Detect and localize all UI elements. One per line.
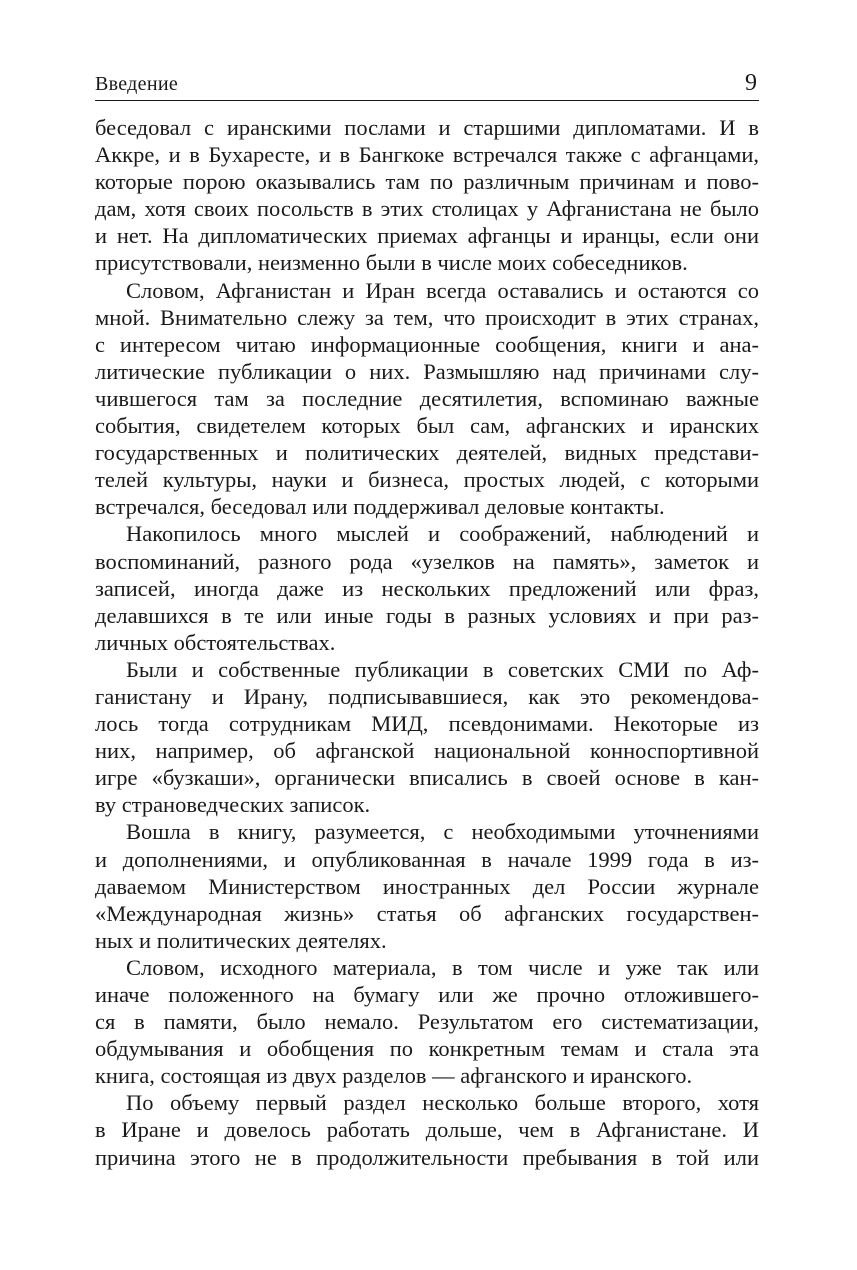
paragraph (95, 818, 759, 953)
text-line: чившегося там за последние десятилетия, вспоминаю важные (95, 385, 759, 411)
text-line: книга, состоящая из двух разделов — афганского и иранского. (95, 1063, 693, 1089)
text-line: телей культуры, науки и бизнеса, простых людей, с которыми (95, 467, 759, 493)
text-line: лось тогда сотрудникам МИД, псевдонимами. Некоторые из (95, 711, 759, 737)
text-line: них, например, об афганской национальной конноспортивной (95, 738, 759, 764)
text-line: Накопилось много мыслей и соображений, наблюдений и (126, 521, 759, 547)
text-line: дам, хотя своих посольств в этих столицах у Афганистана не было (95, 196, 759, 222)
text-line: Вошла в книгу, разумеется, с необходимыми уточнениями (126, 819, 759, 845)
text-line: делавшихся в те или иные годы в разных условиях и при раз- (95, 602, 759, 628)
text-line: Аккре, и в Бухаресте, и в Бангкоке встречался также с афганцами, (95, 142, 759, 168)
text-line: государственных и политических деятелей, видных представи- (95, 440, 759, 466)
running-header (95, 70, 759, 101)
page-number: 9 (745, 70, 757, 96)
text-line: причина этого не в продолжительности пребывания в той или (95, 1144, 759, 1170)
text-line: «Международная жизнь» статья об афганских государствен- (95, 900, 759, 926)
paragraph (95, 114, 759, 277)
text-line: Были и собственные публикации в советских СМИ по Аф- (126, 656, 759, 682)
paragraph (95, 277, 759, 521)
text-line: в Иране и довелось работать дольше, чем в Афганистане. И (95, 1117, 759, 1143)
chapter-title: Введение (95, 73, 179, 95)
text-line: иначе положенного на бумагу или же прочно отложившего- (95, 982, 759, 1007)
text-line: и нет. На дипломатических приемах афганцы и иранцы, если они (95, 223, 759, 249)
text-line: воспоминаний, разного рода «узелков на память», заметок и (95, 548, 759, 574)
text-line: ных и политических деятелях. (95, 927, 387, 953)
text-line: Словом, исходного материала, в том числе и уже так или (126, 954, 759, 980)
text-line: мной. Внимательно слежу за тем, что происходит в этих странах, (95, 304, 759, 330)
paragraph (95, 656, 759, 819)
text-line: личных обстоятельствах. (95, 629, 336, 655)
text-line: которые порою оказывались там по различным причинам и пово- (95, 169, 759, 195)
text-line: и дополнениями, и опубликованная в начале 1999 года в из- (95, 846, 759, 872)
text-line: с интересом читаю информационные сообщения, книги и ана- (95, 331, 759, 357)
paragraph (95, 520, 759, 655)
text-line: игре «бузкаши», органически вписались в своей основе в кан- (95, 765, 759, 791)
body-text (95, 114, 759, 1171)
text-line: По объему первый раздел несколько больше второго, хотя (126, 1090, 759, 1116)
text-line: ву страноведческих записок. (95, 792, 371, 818)
text-line: литические публикации о них. Размышляю над причинами слу- (95, 358, 759, 384)
text-line: ся в памяти, было немало. Результатом его систематизации, (95, 1009, 759, 1035)
text-line: ганистану и Ирану, подписывавшиеся, как это рекомендова- (95, 683, 759, 709)
text-line: встречался, беседовал или поддерживал деловые контакты. (95, 494, 665, 520)
text-line: обдумывания и обобщения по конкретным темам и стала эта (95, 1036, 759, 1062)
text-line: Словом, Афганистан и Иран всегда оставались и остаются со (126, 277, 759, 303)
text-line: события, свидетелем которых был сам, афганских и иранских (95, 413, 759, 439)
text-line: присутствовали, неизменно были в числе моих собеседников. (95, 250, 688, 276)
text-line: записей, иногда даже из нескольких предложений или фраз, (95, 575, 759, 601)
paragraph (95, 954, 759, 1089)
paragraph (95, 1089, 759, 1170)
text-line: даваемом Министерством иностранных дел России журнале (95, 873, 759, 899)
text-line: беседовал с иранскими послами и старшими дипломатами. И в (95, 115, 759, 140)
